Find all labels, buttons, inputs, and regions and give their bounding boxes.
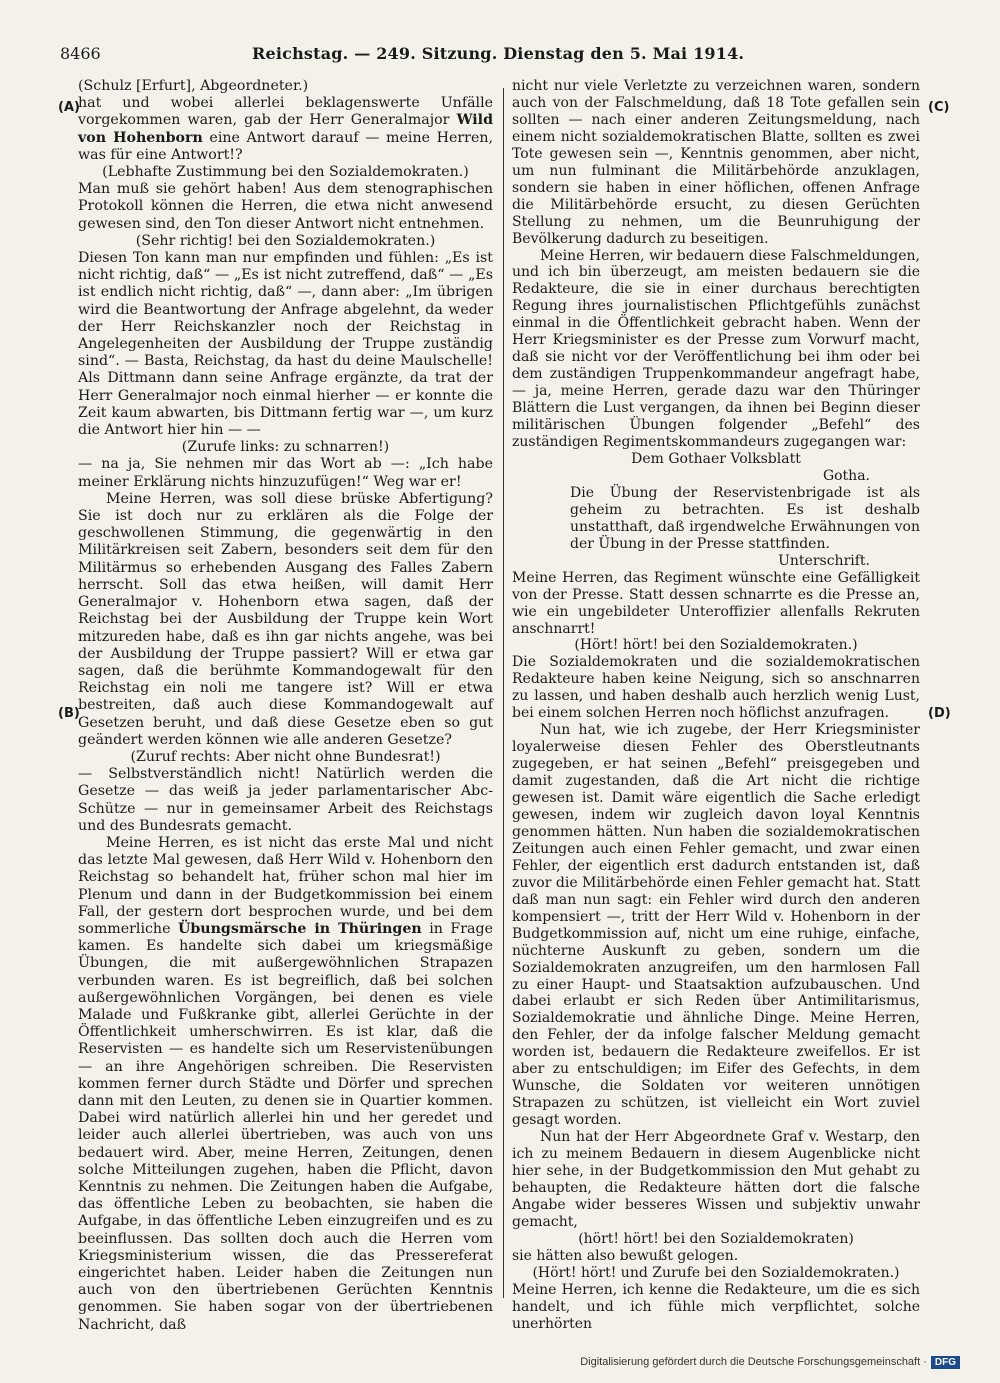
emphasis-name: Wild von Hohenborn xyxy=(78,112,493,146)
paragraph: Die Sozialdemokraten und die sozialdemokratischen Redakteure haben keine Neigung, sich so anschnarren zu lassen, und haben deshalb auch herzlich wenig Lust, bei einem solchen Herren noch höflichst anzufragen. xyxy=(512,654,920,722)
page-number: 8466 xyxy=(60,44,101,63)
right-column xyxy=(512,78,920,1333)
interjection: (Zurufe links: zu schnarren!) xyxy=(181,439,390,456)
interjection: (Sehr richtig! bei den Sozialdemokraten.) xyxy=(135,232,436,249)
margin-marker-a: (A) xyxy=(58,100,80,115)
speaker-note: (Schulz [Erfurt], Abgeordneter.) xyxy=(78,78,309,94)
digitization-footer xyxy=(580,1356,960,1369)
interjection: (hört! hört! bei den Sozialdemokraten) xyxy=(578,1230,854,1247)
paragraph: Meine Herren, ich kenne die Redakteure, um die es sich handelt, und ich fühle mich verpflichtet, solche unerhörten xyxy=(512,1281,920,1332)
left-column xyxy=(78,78,493,1334)
interjection: (Lebhafte Zustimmung bei den Sozialdemokraten.) xyxy=(102,164,469,181)
running-title: Reichstag. — 249. Sitzung. Dienstag den 5. Mai 1914. xyxy=(252,44,745,63)
paragraph: Nun hat der Herr Abgeordnete Graf v. Westarp, den ich zu meinem Bedauern in diesem Augenblicke nicht hier sehe, in der Budgetkommission den Mut gehabt zu behaupten, die Redakteure hätten dort die falsche Angabe wider besseres Wissen und subjektiv unwahr gemacht, xyxy=(512,1129,920,1230)
interjection: (Zuruf rechts: Aber nicht ohne Bundesrat!) xyxy=(130,748,441,765)
margin-marker-b: (B) xyxy=(58,706,80,721)
footer-text: Digitalisierung gefördert durch die Deutsche Forschungsgemeinschaft · xyxy=(580,1356,927,1368)
paragraph: sie hätten also bewußt gelogen. xyxy=(512,1247,739,1264)
paragraph: Nun hat, wie ich zugebe, der Herr Kriegsminister loyalerweise diesen Fehler des Oberstleutnants zugegeben, er hat seinen „Befehl“ preisgegeben und damit zugestanden, daß die Art nicht die richtige gewesen ist. Damit wäre eigentlich die Sache erledigt gewesen, indem wir zugleich davon loyal Kenntnis genommen hätten. Nun haben die sozialdemokratischen Zeitungen auch einen Fehler gemacht, und zwar einen Fehler, der eigentlich erst dadurch entstanden ist, daß zuvor die Militärbehörde einen Fehler gemacht hat. Statt daß man nun sagt: ein Fehler wird durch den anderen kompensiert —, tritt der Herr Wild v. Hohenborn in der Budgetkommission auf, nicht um eine ruhige, einfache, nüchterne Auskunft zu geben, sondern um die Sozialdemokraten anzugreifen, um den harmlosen Fall zu einer Haupt- und Staatsaktion aufzubauschen. Und dabei erlaubt er sich Reden über Antimilitarismus, Sozialdemokratie und ähnliche Dinge. Meine Herren, den Fehler, der da infolge falscher Meldung gemacht worden ist, bedauern die Redakteure zweifellos. Er ist aber zu entschuldigen; im Eifer des Gefechts, in dem Wunsche, die Soldaten vor weiteren unnötigen Strapazen zu schützen, ist vielleicht ein Wort zuviel gesagt worden. xyxy=(512,722,920,1129)
paragraph: Meine Herren, was soll diese brüske Abfertigung? Sie ist doch nur zu erklären als die Folge der geschwollenen Stimmung, die gegenwärtig in den Militärkreisen seit Zabern, besonders seit dem für den Militärmus so erhebenden Ausgang des Falles Zabern herrscht. Soll das etwa heißen, will damit Herr Generalmajor v. Hohenborn etwa sagen, daß der Reichstag bei der Ausbildung der Truppe kein Wort mitzureden habe, daß es ihn gar nichts angehe, was bei der Ausbildung der Truppe passiert? Will er etwa gar sagen, daß die berühmte Kommandogewalt für den Reichstag ein noli me tangere ist? Will er etwa bestreiten, daß auch diese Kommandogewalt auf Gesetzen beruht, und daß diese Gesetze eben so gut geändert werden können wie alle anderen Gesetze? xyxy=(78,490,493,748)
paragraph: — na ja, Sie nehmen mir das Wort ab —: „Ich habe meiner Erklärung nichts hinzuzufügen!“ Weg war er! xyxy=(78,456,493,490)
paragraph: Meine Herren, wir bedauern diese Falschmeldungen, und ich bin überzeugt, am meisten bedauern sie die Redakteure, die sie in einer durchaus berechtigten Regung ihres journalistischen Pflichtgefühls zunächst einmal in die Öffentlichkeit gebracht haben. Wenn der Herr Kriegsminister es der Presse zum Vorwurf macht, daß sie nicht vor der Veröffentlichung bei ihm oder bei dem zuständigen Truppenkommandeur angefragt habe, — ja, meine Herren, gerade dazu war den Thüringer Blättern die Lust vergangen, da ihnen bei Beginn dieser militärischen Übungen folgender „Befehl“ des zuständigen Regimentskommandeurs zugegangen war: xyxy=(512,247,920,451)
paragraph: Man muß sie gehört haben! Aus dem stenographischen Protokoll können die Herren, die etwa nicht anwesend gewesen sind, den Ton dieser Antwort nicht entnehmen. xyxy=(78,181,493,232)
signature: Unterschrift. xyxy=(778,552,870,569)
interjection: (Hört! hört! und Zurufe bei den Sozialdemokraten.) xyxy=(532,1264,900,1281)
quoted-order: Die Übung der Reservistenbrigade ist als geheim zu betrachten. Es ist deshalb unstatthaft, daß irgendwelche Erwähnungen von der Übung in der Presse stattfinden. xyxy=(570,484,920,552)
dfg-logo: DFG xyxy=(931,1356,960,1369)
paragraph: hat und wobei allerlei beklagenswerte Unfälle vorgekommen waren, gab der Herr Generalmajor Wild von Hohenborn eine Antwort darauf — meine Herren, was für eine Antwort!? xyxy=(78,95,493,163)
paragraph: Meine Herren, das Regiment wünschte eine Gefälligkeit von der Presse. Statt dessen schnarrte es die Presse an, wie ein ungebildeter Unteroffizier allenfalls Rekruten anschnarrt! xyxy=(512,569,920,637)
address-city: Gotha. xyxy=(822,467,870,484)
margin-marker-d: (D) xyxy=(928,706,951,721)
interjection: (Hört! hört! bei den Sozialdemokraten.) xyxy=(574,637,858,654)
address-line: Dem Gothaer Volksblatt xyxy=(631,450,801,467)
paragraph: Diesen Ton kann man nur empfinden und fühlen: „Es ist nicht richtig, daß“ — „Es ist nicht zutreffend, daß“ — „Es ist endlich nicht richtig, daß“ —, dann aber: „Im übrigen wird die Beantwortung der Anfrage abgelehnt, da weder der Herr Reichskanzler noch der Reichstag in Angelegenheiten der Ausbildung der Truppe zuständig sind“. — Basta, Reichstag, da hast du deine Maulschelle! Als Dittmann dann seine Anfrage ergänzte, da trat der Herr Generalmajor noch einmal hierher — er konnte die Zeit kaum abwarten, bis Dittmann fertig war —, um kurz die Antwort hier hin — — xyxy=(78,250,493,439)
paragraph: — Selbstverständlich nicht! Natürlich werden die Gesetze — das weiß ja jeder parlamentarischer Abc-Schütze — nur in gemeinsamer Arbeit des Reichstags und des Bundesrats gemacht. xyxy=(78,766,493,834)
paragraph: nicht nur viele Verletzte zu verzeichnen waren, sondern auch von der Falschmeldung, daß 18 Tote gefallen sein sollten — nach einer anderen Zeitungsmeldung, nach einem nicht sozialdemokratischen Blatte, sollten es zwei Tote gewesen sein —, Kenntnis genommen, aber nicht, um nun fulminant die Militärbehörde anzuklagen, sondern sie haben in einer höflichen, offenen Anfrage die Militärbehörde ersucht, zu diesen Gerüchten Stellung zu nehmen, um die Beunruhigung der Bevölkerung dadurch zu beseitigen. xyxy=(512,78,920,247)
paragraph: Meine Herren, es ist nicht das erste Mal und nicht das letzte Mal gewesen, daß Herr Wild v. Hohenborn den Reichstag so behandelt hat, früher schon mal hier im Plenum und dann in der Budgetkommission bei einem Fall, der gestern dort besprochen wurde, und bei dem sommerliche Übungsmärsche in Thüringen in Frage kamen. Es handelte sich dabei um kriegsmäßige Übungen, die mit außergewöhnlichen Strapazen verbunden waren. Es ist begreiflich, daß bei solchen außergewöhnlichen Vorgängen, bei denen es viele Malade und Fußkranke gibt, allerlei Gerüchte in der Öffentlichkeit umherschwirren. Es ist klar, daß die Reservisten — es handelte sich um Reservistenübungen — an ihre Angehörigen schreiben. Die Reservisten kommen ferner durch Städte und Dörfer und sprechen dann mit den Leuten, zu denen sie in Quartier kommen. Dabei wird natürlich allerlei hin und her geredet und leider auch allerlei übertrieben, was auch von uns bedauert wird. Aber, meine Herren, Zeitungen, denen solche Mitteilungen zugehen, haben die Pflicht, davon Kenntnis zu nehmen. Die Zeitungen haben die Aufgabe, das öffentliche Leben zu beobachten, sie haben die Aufgabe, in das öffentliche Leben einzugreifen und es zu beeinflussen. Das sollten doch auch die Herren vom Kriegsministerium wissen, die das Pressereferat eingerichtet haben. Leider haben die Zeitungen nun auch von den übertriebenen Gerüchten Kenntnis genommen. Sie haben sogar von der übertriebenen Nachricht, daß xyxy=(78,834,493,1333)
column-divider xyxy=(503,88,504,1298)
emphasis-topic: Übungsmärsche in Thüringen xyxy=(177,920,422,937)
margin-marker-c: (C) xyxy=(928,100,950,115)
